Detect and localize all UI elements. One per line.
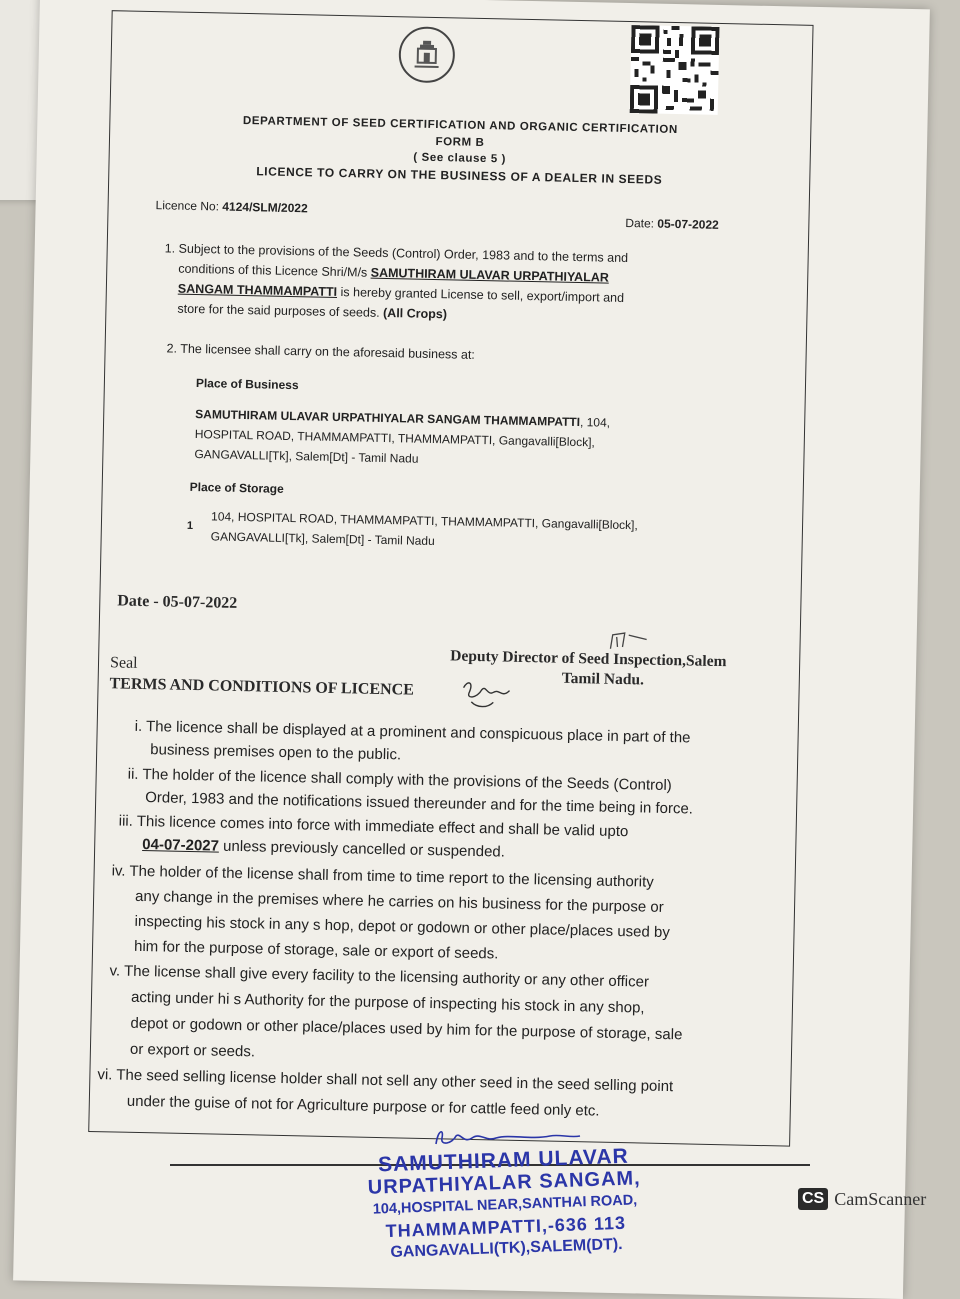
licence-number-value: 4124/SLM/2022	[222, 199, 308, 216]
para1-line-1: 1. Subject to the provisions of the Seeds (Control) Order, 1983 and to the terms and	[164, 241, 629, 266]
term-ii-line-1: ii. The holder of the licence shall comply with the provisions of the Seeds (Control)	[127, 765, 672, 795]
term-v-line-1: v. The license shall give every facility to the licensing authority or any other officer	[109, 962, 650, 991]
term-iii-line-2-text: unless previously cancelled or suspended.	[218, 837, 506, 861]
business-address-line-3: GANGAVALLI[Tk], Salem[Dt] - Tamil Nadu	[194, 447, 419, 466]
term-i-line-1: i. The licence shall be displayed at a prominent and conspicuous place in part of the	[134, 717, 691, 747]
storage-number: 1	[186, 519, 194, 532]
business-address	[194, 404, 610, 473]
deputy-director-title: Deputy Director of Seed Inspection,Salem	[450, 647, 727, 671]
clause-label: ( See clause 5 )	[413, 151, 507, 166]
business-address-number: , 104,	[579, 415, 611, 430]
signoff-date: Date - 05-07-2022	[117, 592, 238, 612]
term-iv-line-3: inspecting his stock in any s hop, depot or godown or other place/places used by	[134, 912, 671, 942]
storage-address-line-2: GANGAVALLI[Tk], Salem[Dt] - Tamil Nadu	[210, 529, 435, 549]
camscanner-text: CamScanner	[834, 1188, 927, 1209]
business-address-line-2: HOSPITAL ROAD, THAMMAMPATTI, THAMMAMPATTI, Gangavalli[Block],	[194, 427, 595, 450]
term-iv-line-4: him for the purpose of storage, sale or export of seeds.	[133, 937, 499, 963]
term-iv	[110, 858, 671, 970]
all-crops-label: (All Crops)	[382, 305, 448, 322]
camscanner-watermark	[798, 1188, 926, 1210]
camscanner-logo-icon: CS	[798, 1188, 828, 1210]
qr-code-icon	[630, 25, 720, 115]
stamp-line-5: GANGAVALLI(TK),SALEM(DT).	[390, 1235, 623, 1262]
stamp-line-1: SAMUTHIRAM ULAVAR	[377, 1144, 630, 1177]
deputy-director-state: Tamil Nadu.	[561, 669, 645, 689]
para1-line-3-text: is hereby granted License to sell, export/import and	[336, 284, 625, 305]
term-iv-line-2: any change in the premises where he carries on his business for the purpose or	[134, 887, 664, 916]
para1-line-4-text: store for the said purposes of seeds.	[177, 301, 384, 320]
licence-date	[625, 216, 719, 232]
term-vi-line-2: under the guise of not for Agriculture purpose or for cattle feed only etc.	[126, 1092, 600, 1120]
licence-number-label: Licence No:	[155, 198, 220, 214]
place-of-storage-label: Place of Storage	[189, 479, 284, 496]
form-label: FORM B	[435, 135, 485, 150]
department-heading: DEPARTMENT OF SEED CERTIFICATION AND ORGANIC CERTIFICATION	[242, 114, 678, 137]
licensee-name-part-2: SANGAM THAMMAMPATTI	[177, 281, 338, 299]
validity-date: 04-07-2027	[142, 836, 220, 855]
paragraph-2: 2. The licensee shall carry on the aforesaid business at:	[166, 341, 475, 362]
storage-address-line-1: 104, HOSPITAL ROAD, THAMMAMPATTI, THAMMAMPATTI, Gangavalli[Block],	[210, 509, 638, 533]
para1-line-2-text: conditions of this Licence Shri/M/s	[178, 261, 371, 280]
term-vi-line-1: vi. The seed selling license holder shall not sell any other seed in the seed selling point	[97, 1066, 674, 1096]
licence-date-value: 05-07-2022	[657, 216, 719, 232]
stamp-line-2: URPATHIYALAR SANGAM,	[367, 1167, 642, 1199]
licence-date-label: Date:	[625, 215, 655, 231]
stamp-line-3: 104,HOSPITAL NEAR,SANTHAI ROAD,	[372, 1192, 638, 1218]
terms-heading: TERMS AND CONDITIONS OF LICENCE	[109, 675, 415, 699]
term-v-line-3: depot or godown or other place/places used by him for the purpose of storage, sale	[130, 1014, 683, 1044]
stamp-line-4: THAMMAMPATTI,-636 113	[385, 1212, 627, 1242]
seal-label: Seal	[109, 654, 138, 672]
term-v-line-2: acting under hi s Authority for the purpose of inspecting his stock in any shop,	[130, 988, 645, 1017]
term-v	[108, 958, 684, 1074]
business-name: SAMUTHIRAM ULAVAR URPATHIYALAR SANGAM THAMMAMPATTI	[195, 407, 581, 430]
term-ii-line-2: Order, 1983 and the notifications issued thereunder and for the time being in force.	[145, 789, 694, 818]
licence-title: LICENCE TO CARRY ON THE BUSINESS OF A DEALER IN SEEDS	[256, 164, 663, 187]
paragraph-1	[163, 238, 628, 328]
term-v-line-4: or export or seeds.	[129, 1040, 256, 1061]
handwritten-signature-icon	[457, 678, 528, 715]
licence-document	[13, 0, 930, 1299]
term-iii-line-1: iii. This licence comes into force with immediate effect and shall be valid upto	[118, 812, 629, 841]
place-of-business-label: Place of Business	[195, 376, 299, 393]
licensee-name-part-1: SAMUTHIRAM ULAVAR URPATHIYALAR	[370, 265, 609, 285]
initials-mark-icon	[606, 629, 657, 658]
term-i-line-2: business premises open to the public.	[150, 741, 402, 764]
licensee-stamp	[338, 1144, 672, 1265]
term-iv-line-1: iv. The holder of the license shall from time to time report to the licensing authority	[111, 862, 654, 891]
